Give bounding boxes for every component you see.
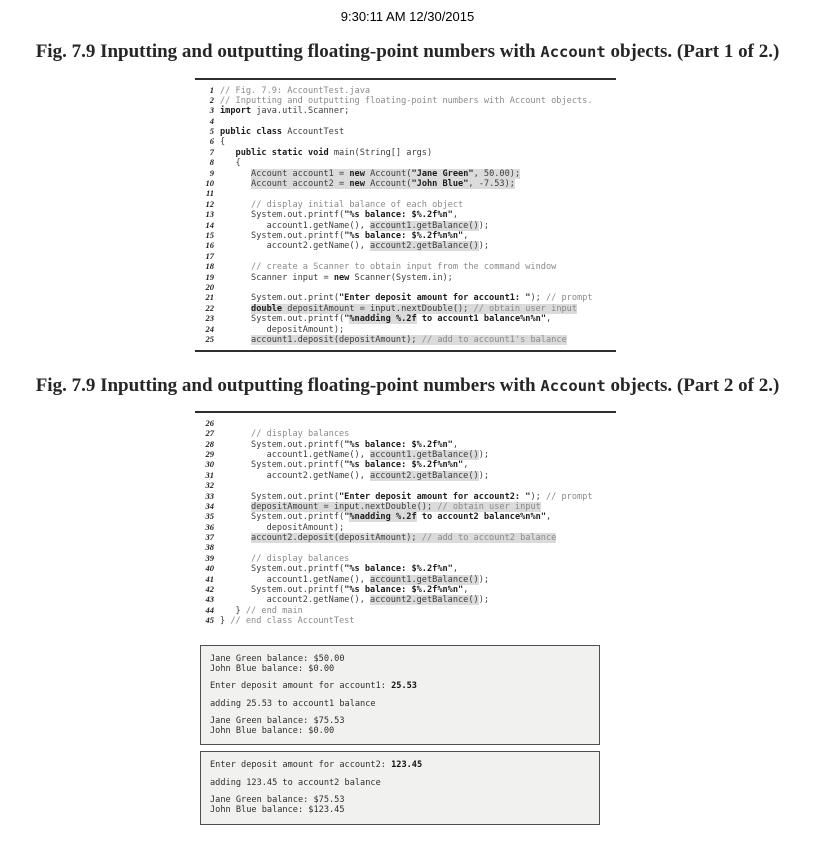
line-number: 36: [205, 521, 214, 532]
line-number: 20: [205, 281, 214, 292]
code-token: );: [478, 220, 490, 231]
line-number: 6: [209, 136, 214, 147]
line-number: 24: [205, 323, 214, 334]
caption-segment: Account: [540, 43, 606, 61]
code-token: );: [478, 574, 490, 585]
line-number: 7: [209, 146, 214, 157]
code-token: // Fig. 7.9: AccountTest.java: [220, 85, 371, 96]
code-token: // display balances: [251, 553, 350, 564]
code-token: );: [530, 491, 546, 502]
code-token: , 50.00);: [473, 168, 521, 179]
code-token: account2.deposit(depositAmount);: [251, 533, 422, 544]
code-token: ,: [452, 210, 459, 221]
line-number: 2: [209, 94, 214, 105]
code-line: [195, 563, 616, 573]
code-line: [195, 574, 616, 584]
code-line: [195, 522, 616, 532]
code-token: "John Blue": [411, 179, 469, 190]
console-line: [210, 726, 593, 736]
code-line: [195, 324, 616, 334]
line-number: 45: [205, 615, 214, 626]
code-token: , -7.53);: [468, 179, 515, 190]
code-token: System.out.printf(: [220, 314, 345, 325]
line-number: 18: [205, 261, 214, 272]
caption-segment: Fig. 7.9 Inputting and outputting floating-point numbers with: [35, 375, 541, 397]
console-line: [210, 681, 593, 691]
figure-caption-part2: [12, 376, 804, 397]
code-token: account2.getName(),: [220, 241, 371, 252]
code-line: [195, 168, 616, 178]
line-number: 11: [205, 188, 214, 199]
line-number: 29: [205, 448, 214, 459]
code-line: [195, 178, 616, 188]
code-token: account1.getName(),: [220, 449, 371, 460]
code-token: Account account1 =: [251, 168, 350, 179]
line-number: 21: [205, 292, 214, 303]
code-token: ,: [546, 512, 552, 523]
console-line: [210, 788, 593, 795]
line-number: 38: [205, 542, 214, 553]
console-token: adding 123.45 to account2 balance: [210, 777, 381, 788]
code-line: [195, 313, 616, 323]
code-token: "%s balance: $%.2f%n%n": [344, 585, 464, 596]
code-line: [195, 251, 616, 261]
code-token: );: [530, 293, 546, 304]
code-line: [195, 116, 616, 126]
code-token: // prompt: [545, 293, 593, 304]
code-line: [195, 240, 616, 250]
code-token: // create a Scanner to obtain input from the command window: [251, 262, 557, 273]
code-token: System.out.printf(: [220, 439, 345, 450]
code-line: [195, 418, 616, 428]
line-number: 13: [205, 209, 214, 220]
code-line: [195, 480, 616, 490]
line-number: 1: [209, 84, 214, 95]
code-token: depositAmount = input.nextDouble();: [282, 303, 474, 314]
code-token: depositAmount);: [220, 324, 345, 335]
code-line: [195, 605, 616, 615]
code-token: // end class AccountTest: [230, 616, 355, 627]
console-line: [210, 760, 593, 770]
code-token: System.out.printf(: [220, 512, 345, 523]
line-number: 16: [205, 240, 214, 251]
code-token: System.out.printf(: [220, 564, 345, 575]
caption-segment: objects. (Part 2 of 2.): [605, 375, 780, 397]
code-token: System.out.printf(: [220, 210, 345, 221]
code-line: [195, 439, 616, 449]
line-number: 37: [205, 532, 214, 543]
line-number: 35: [205, 511, 214, 522]
console-line: [210, 692, 593, 699]
line-number: 23: [205, 313, 214, 324]
code-token: %nadding %.2f: [349, 512, 417, 523]
code-token: ,: [452, 439, 459, 450]
line-number: 43: [205, 594, 214, 605]
code-token: "%s balance: $%.2f%n": [344, 439, 453, 450]
code-line: [195, 272, 616, 282]
code-token: account2.getBalance(): [370, 595, 479, 606]
console-token: Jane Green balance: $75.53: [210, 715, 345, 726]
code-line: [195, 303, 616, 313]
console-line: [210, 709, 593, 716]
code-token: account1.getName(),: [220, 220, 371, 231]
caption-segment: objects. (Part 1 of 2.): [605, 41, 780, 62]
code-token: Account account2 =: [251, 179, 350, 190]
code-token: %nadding %.2f: [349, 314, 417, 325]
code-token: account1.getBalance(): [370, 449, 479, 460]
code-token: account1.getBalance(): [370, 220, 479, 231]
code-line: [195, 553, 616, 563]
caption-segment: Fig. 7.9 Inputting and outputting floating-point numbers with: [35, 41, 541, 62]
code-line: [195, 501, 616, 511]
code-line: [195, 209, 616, 219]
console-token: Enter deposit amount for account1:: [210, 681, 392, 692]
code-line: [195, 126, 616, 136]
code-line: [195, 220, 616, 230]
line-number: 42: [205, 584, 214, 595]
code-token: new: [349, 179, 365, 190]
code-token: ,: [463, 460, 469, 471]
code-token: );: [478, 241, 490, 252]
code-token: ,: [463, 585, 469, 596]
console-line: [210, 664, 593, 674]
console-line: [210, 654, 593, 664]
line-number: 31: [205, 469, 214, 480]
console-line: [210, 699, 593, 709]
code-line: [195, 542, 616, 552]
line-number: 32: [205, 480, 214, 491]
code-token: );: [478, 595, 490, 606]
code-token: "Enter deposit amount for account2: ": [339, 491, 531, 502]
code-line: [195, 459, 616, 469]
line-number: 17: [205, 250, 214, 261]
code-token: }: [220, 605, 246, 616]
code-token: [220, 179, 251, 189]
caption-segment: Account: [540, 377, 606, 396]
code-line: [195, 615, 616, 625]
code-token: "%s balance: $%.2f%n%n": [344, 230, 464, 241]
line-number: 8: [209, 157, 214, 168]
code-listing-part1: [195, 78, 616, 353]
code-token: ": [344, 314, 350, 325]
code-token: AccountTest: [282, 127, 345, 138]
figure-caption-part1: [12, 42, 804, 63]
code-token: [220, 533, 251, 543]
code-token: // display balances: [251, 429, 350, 440]
code-token: ,: [452, 564, 459, 575]
code-token: System.out.print(: [220, 491, 339, 502]
console-line: [210, 771, 593, 778]
code-line: [195, 147, 616, 157]
code-token: }: [220, 616, 231, 627]
line-number: 9: [209, 167, 214, 178]
code-token: public class: [220, 127, 283, 138]
code-line: [195, 584, 616, 594]
code-listing-part2: [195, 411, 616, 632]
line-number: 10: [205, 178, 214, 189]
code-token: // end main: [245, 605, 303, 616]
code-line: [195, 136, 616, 146]
console-output-1: [200, 645, 600, 746]
code-token: {: [220, 137, 226, 148]
code-token: Scanner(System.in);: [349, 272, 453, 283]
console-token: John Blue balance: $0.00: [210, 726, 335, 737]
code-token: System.out.printf(: [220, 230, 345, 241]
code-line: [195, 334, 616, 344]
console-token: adding 25.53 to account1 balance: [210, 698, 376, 709]
code-line: [195, 105, 616, 115]
line-number: 40: [205, 563, 214, 574]
line-number: 41: [205, 573, 214, 584]
code-token: account1.deposit(depositAmount);: [251, 334, 422, 345]
code-token: java.util.Scanner;: [251, 106, 350, 117]
code-line: [195, 199, 616, 209]
line-number: 22: [205, 302, 214, 313]
code-line: [195, 230, 616, 240]
code-token: double: [251, 303, 283, 314]
line-number: 30: [205, 459, 214, 470]
code-line: [195, 157, 616, 167]
code-line: [195, 188, 616, 198]
code-token: // prompt: [545, 491, 593, 502]
console-token: 25.53: [391, 681, 417, 692]
code-token: new: [333, 272, 350, 283]
code-line: [195, 282, 616, 292]
code-line: [195, 491, 616, 501]
code-line: [195, 261, 616, 271]
code-token: account1.getBalance(): [370, 574, 479, 585]
line-number: 4: [209, 115, 214, 126]
line-number: 27: [205, 428, 214, 439]
code-token: new: [349, 168, 365, 179]
code-token: depositAmount);: [220, 522, 345, 533]
console-output-2: [200, 751, 600, 824]
line-number: 33: [205, 490, 214, 501]
code-token: account2.getName(),: [220, 470, 371, 481]
console-token: John Blue balance: $0.00: [210, 663, 335, 674]
line-number: 5: [209, 126, 214, 137]
code-line: [195, 511, 616, 521]
code-token: [220, 429, 251, 439]
code-token: );: [478, 449, 490, 460]
code-line: [195, 428, 616, 438]
code-token: // add to account1's balance: [421, 334, 567, 345]
code-token: "%s balance: $%.2f%n%n": [344, 460, 464, 471]
code-token: [220, 335, 251, 345]
console-line: [210, 778, 593, 788]
code-token: // display initial balance of each object: [251, 199, 464, 210]
code-line: [195, 95, 616, 105]
code-token: "%s balance: $%.2f%n": [344, 564, 453, 575]
code-token: "%s balance: $%.2f%n": [344, 210, 453, 221]
code-token: Account(: [364, 168, 412, 179]
code-token: System.out.printf(: [220, 460, 345, 471]
line-number: 19: [205, 271, 214, 282]
console-token: 123.45: [391, 760, 423, 771]
code-line: [195, 470, 616, 480]
console-token: Enter deposit amount for account2:: [210, 760, 392, 771]
code-token: ,: [463, 230, 469, 241]
line-number: 44: [205, 604, 214, 615]
code-line: [195, 292, 616, 302]
line-number: 26: [205, 417, 214, 428]
console-token: Jane Green balance: $75.53: [210, 794, 345, 805]
line-number: 14: [205, 219, 214, 230]
code-token: to account1 balance%n%n": [416, 314, 546, 325]
code-line: [195, 85, 616, 95]
code-token: depositAmount = input.nextDouble();: [251, 501, 438, 512]
console-line: [210, 716, 593, 726]
code-token: import: [220, 106, 252, 117]
code-token: public static void: [235, 147, 329, 158]
code-token: // add to account2 balance: [421, 533, 557, 544]
page-timestamp: 9:30:11 AM 12/30/2015: [340, 9, 475, 24]
console-line: [210, 795, 593, 805]
code-token: System.out.print(: [220, 293, 339, 304]
code-token: ,: [546, 314, 552, 325]
line-number: 28: [205, 438, 214, 449]
line-number: 39: [205, 552, 214, 563]
code-line: [195, 449, 616, 459]
line-number: 34: [205, 500, 214, 511]
code-token: account2.getBalance(): [370, 470, 479, 481]
code-token: Scanner input =: [220, 272, 334, 283]
code-line: [195, 532, 616, 542]
code-line: [195, 594, 616, 604]
code-token: // obtain user input: [437, 501, 541, 512]
console-line: [210, 805, 593, 815]
code-token: account1.getName(),: [220, 574, 371, 585]
line-number: 3: [209, 105, 214, 116]
line-number: 12: [205, 198, 214, 209]
code-token: {: [220, 158, 241, 169]
code-token: "Jane Green": [411, 168, 474, 179]
code-token: account2.getName(),: [220, 595, 371, 606]
console-token: Jane Green balance: $50.00: [210, 653, 345, 664]
console-line: [210, 674, 593, 681]
code-token: ": [344, 512, 350, 523]
code-token: main(String[] args): [328, 147, 433, 158]
code-token: // Inputting and outputting floating-point numbers with Account objects.: [220, 95, 593, 106]
code-token: [220, 262, 251, 272]
code-token: "Enter deposit amount for account1: ": [339, 293, 531, 304]
console-token: John Blue balance: $123.45: [210, 805, 345, 816]
line-number: 25: [205, 333, 214, 344]
code-token: Account(: [364, 179, 412, 190]
code-token: System.out.printf(: [220, 585, 345, 596]
code-token: );: [478, 470, 490, 481]
code-token: // obtain user input: [473, 303, 578, 314]
code-token: account2.getBalance(): [370, 241, 479, 252]
code-token: to account2 balance%n%n": [416, 512, 546, 523]
line-number: 15: [205, 229, 214, 240]
